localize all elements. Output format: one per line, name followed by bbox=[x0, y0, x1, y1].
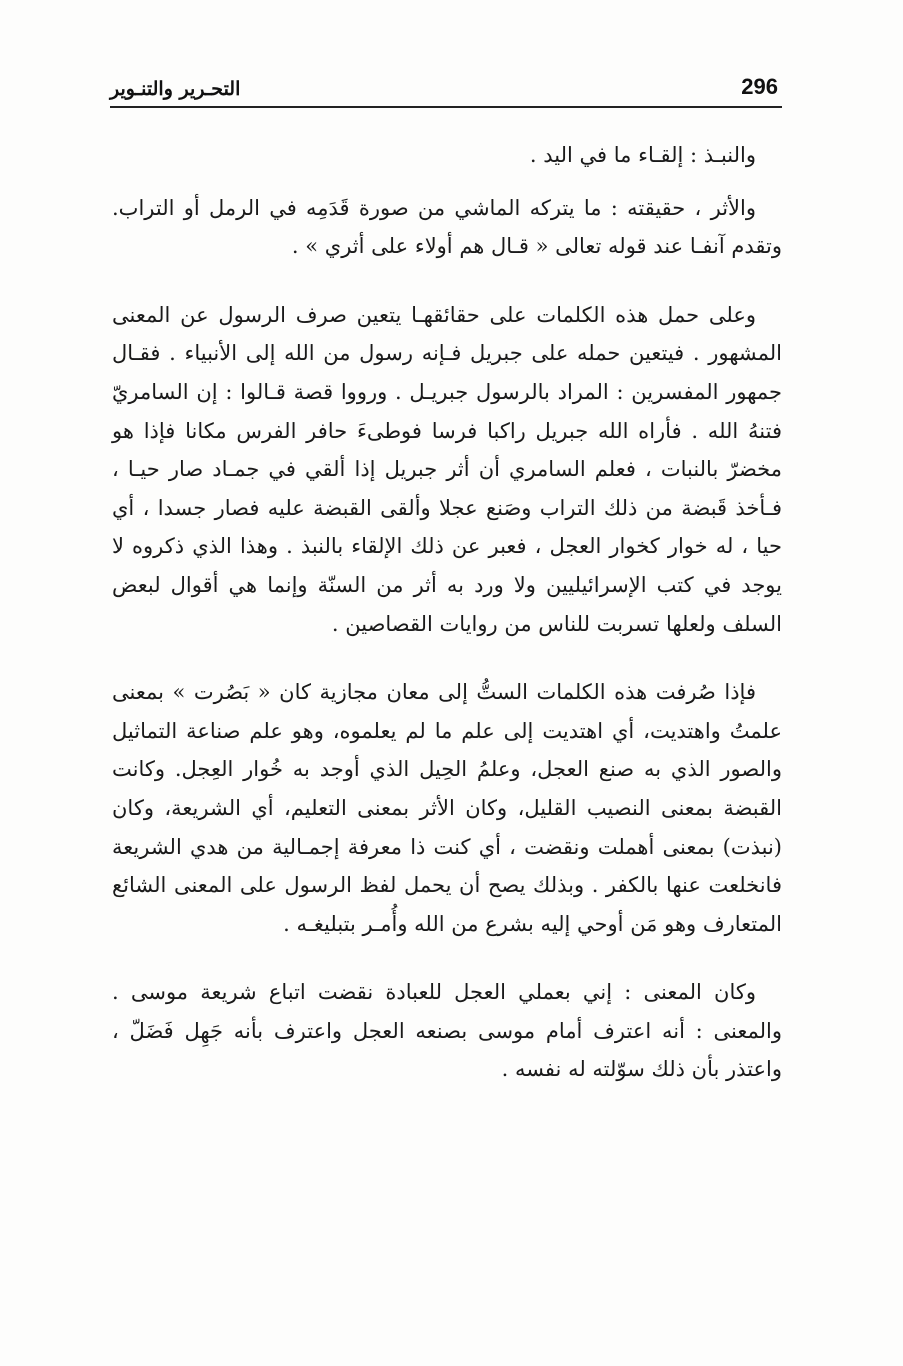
page-body bbox=[112, 136, 782, 1099]
paragraph-figurative-meaning: فإذا صُرفت هذه الكلمات الستُّ إلى معان مجازية كان « بَصُرت » بمعنى علمتُ واهتديت، أي اهتديت إلى علم ما لم يعلموه، وهو علم صناعة التماثيل والصور الذي به صنع العجل، وعلمُ الحِيل الذي أوجد به خُوار العِجل. وكانت القبضة بمعنى النصيب القليل، وكان الأثر بمعنى التعليم، أي الشريعة، وكان (نبذت) بمعنى أهملت ونقضت ، أي كنت ذا معرفة إجمـالية من هدي الشريعة فانخلعت عنها بالكفر . وبذلك يصح أن يحمل لفظ الرسول على المعنى الشائع المتعارف وهو مَن أوحي إليه بشرع من الله وأُمـر بتبليغـه . bbox=[112, 680, 782, 936]
paragraph-nabdh: والنبـذ : إلقـاء ما في اليد . bbox=[529, 143, 756, 167]
running-title: التحـرير والتنـوير bbox=[110, 78, 241, 100]
page-number: 296 bbox=[741, 74, 778, 99]
page-header bbox=[110, 72, 782, 108]
paragraph-athar: والأثر ، حقيقته : ما يتركه الماشي من صورة قَدَمِه في الرمل أو التراب. وتقدم آنفـا عند قوله تعالى « قـال هم أولاء على أثري » . bbox=[112, 195, 782, 259]
paragraph-conclusion: وكان المعنى : إني بعملي العجل للعبادة نقضت اتباع شريعة موسى . والمعنى : أنه اعترف أمام موسى بصنعه العجل واعترف بأنه جَهِل فَضَلّ ، واعتذر بأن ذلك سوّلته له نفسه . bbox=[112, 980, 782, 1082]
paragraph-literal-meaning: وعلى حمل هذه الكلمات على حقائقهـا يتعين صرف الرسول عن المعنى المشهور . فيتعين حمله على جبريل فـإنه رسول من الله إلى الأنبياء . فقـال جمهور المفسرين : المراد بالرسول جبريـل . ورووا قصة قـالوا : إن السامريّ فتنهُ الله . فأراه الله جبريل راكبا فرسا فوطىءَ حافر الفرس مكانا فإذا هو مخضرّ بالنبات ، فعلم السامري أن أثر جبريل إذا ألقي في جمـاد صار حيـا ، فـأخذ قَبضة من ذلك التراب وصَنع عجلا وألقى القبضة عليه فصار جسدا ، أي حيا ، له خوار كخوار العجل ، فعبر عن ذلك الإلقاء بالنبذ . وهذا الذي ذكروه لا يوجد في كتب الإسرائيليين ولا ورد به أثر من السنّة وإنما هي أقوال لبعض السلف ولعلها تسربت للناس من روايات القصاصين . bbox=[112, 302, 782, 636]
